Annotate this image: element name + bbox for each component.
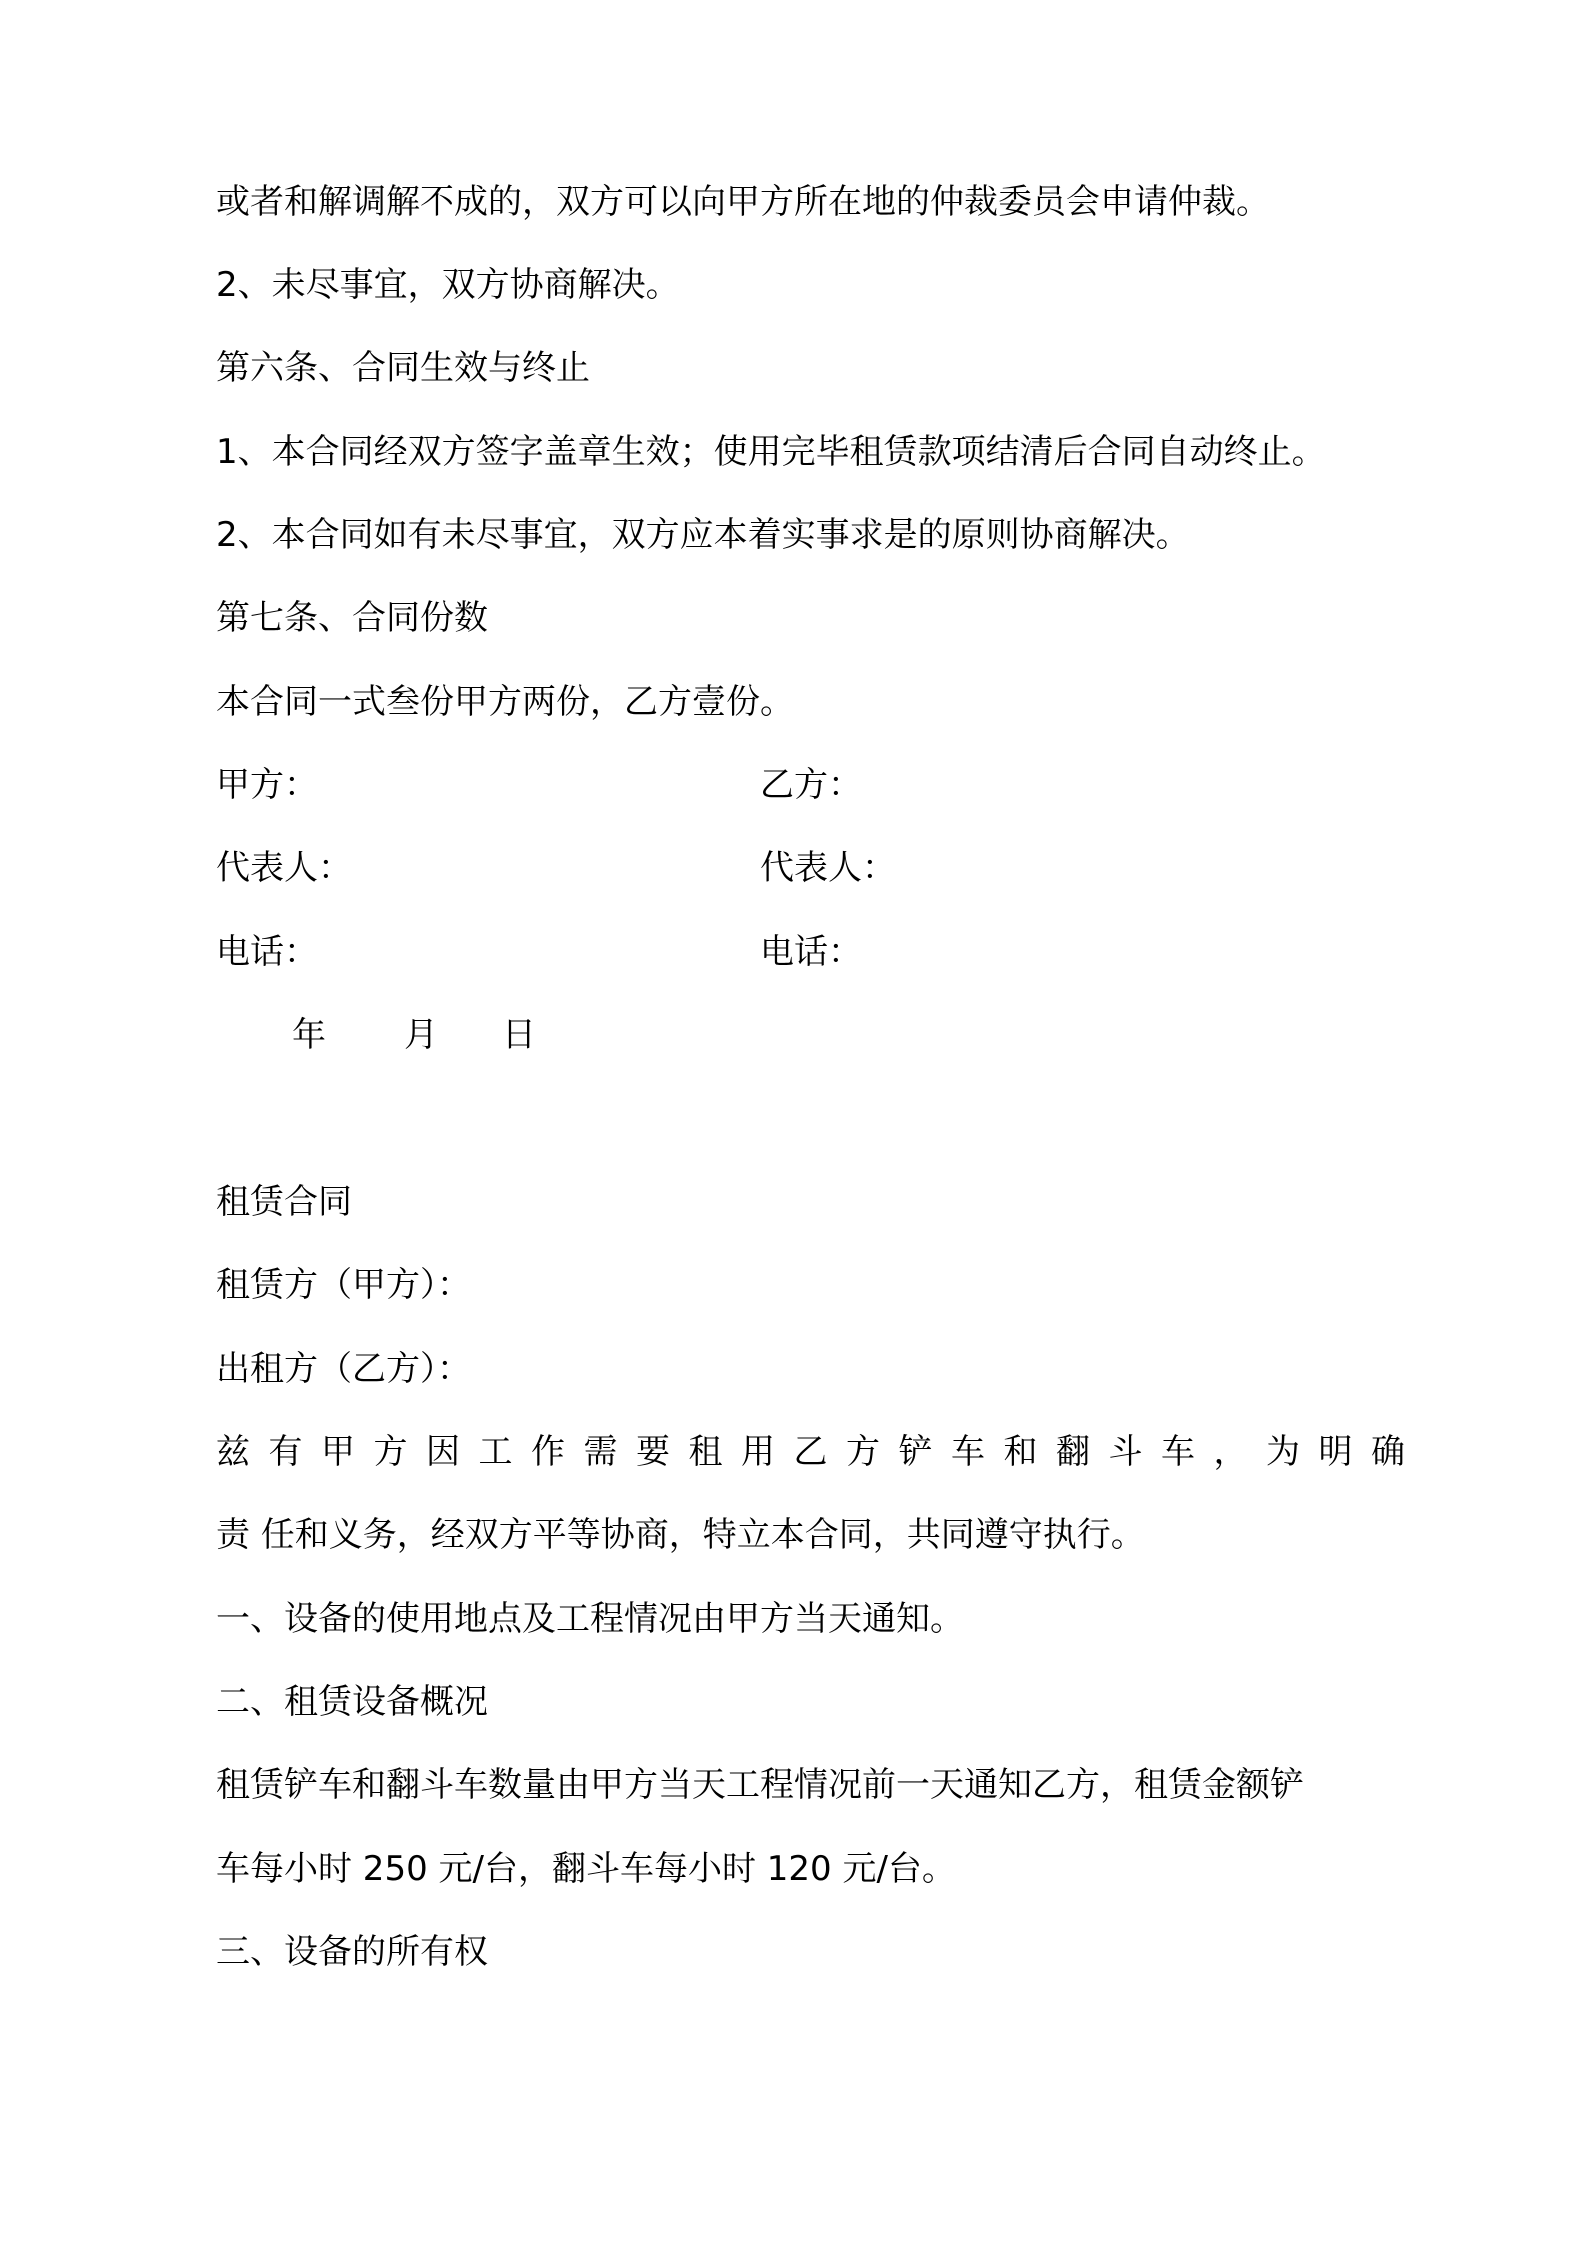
lessee-label: 租赁方（甲方）： [216,1265,471,1305]
section-two-body-line2: 车每小时 250 元/台，翻斗车每小时 120 元/台。 [216,1849,956,1889]
paragraph-arbitration: 或者和解调解不成的，双方可以向甲方所在地的仲裁委员会申请仲裁。 [216,182,1270,222]
phone-a-label: 电话： [216,932,318,972]
section-three-heading: 三、设备的所有权 [216,1932,488,1972]
intro-paragraph-line2: 责 任和义务，经双方平等协商，特立本合同，共同遵守执行。 [216,1515,1145,1555]
intro-paragraph-line1: 兹有甲方因工作需要租用乙方铲车和翻斗车，为明确 [216,1432,1424,1472]
representative-a-label: 代表人： [216,848,352,888]
date-year-label: 年 [292,1015,326,1055]
paragraph-negotiation: 2、本合同如有未尽事宜，双方应本着实事求是的原则协商解决。 [216,515,1190,555]
paragraph-effect-termination: 1、本合同经双方签字盖章生效；使用完毕租赁款项结清后合同自动终止。 [216,432,1326,472]
date-month-label: 月 [404,1015,438,1055]
party-b-label: 乙方： [760,765,862,805]
section-two-heading: 二、租赁设备概况 [216,1682,488,1722]
paragraph-copies: 本合同一式叁份甲方两份，乙方壹份。 [216,682,794,722]
signature-date [292,1010,536,1060]
section-two-body-line1: 租赁铲车和翻斗车数量由甲方当天工程情况前一天通知乙方，租赁金额铲 [216,1765,1304,1805]
party-a-label: 甲方： [216,765,318,805]
section-one: 一、设备的使用地点及工程情况由甲方当天通知。 [216,1599,964,1639]
lessor-label: 出租方（乙方）： [216,1349,471,1389]
date-day-label: 日 [502,1015,536,1055]
phone-b-label: 电话： [760,932,862,972]
article-six-heading: 第六条、合同生效与终止 [216,348,590,388]
paragraph-unresolved-matters: 2、未尽事宜，双方协商解决。 [216,265,680,305]
representative-b-label: 代表人： [760,848,896,888]
contract-title: 租赁合同 [216,1182,352,1222]
article-seven-heading: 第七条、合同份数 [216,598,488,638]
